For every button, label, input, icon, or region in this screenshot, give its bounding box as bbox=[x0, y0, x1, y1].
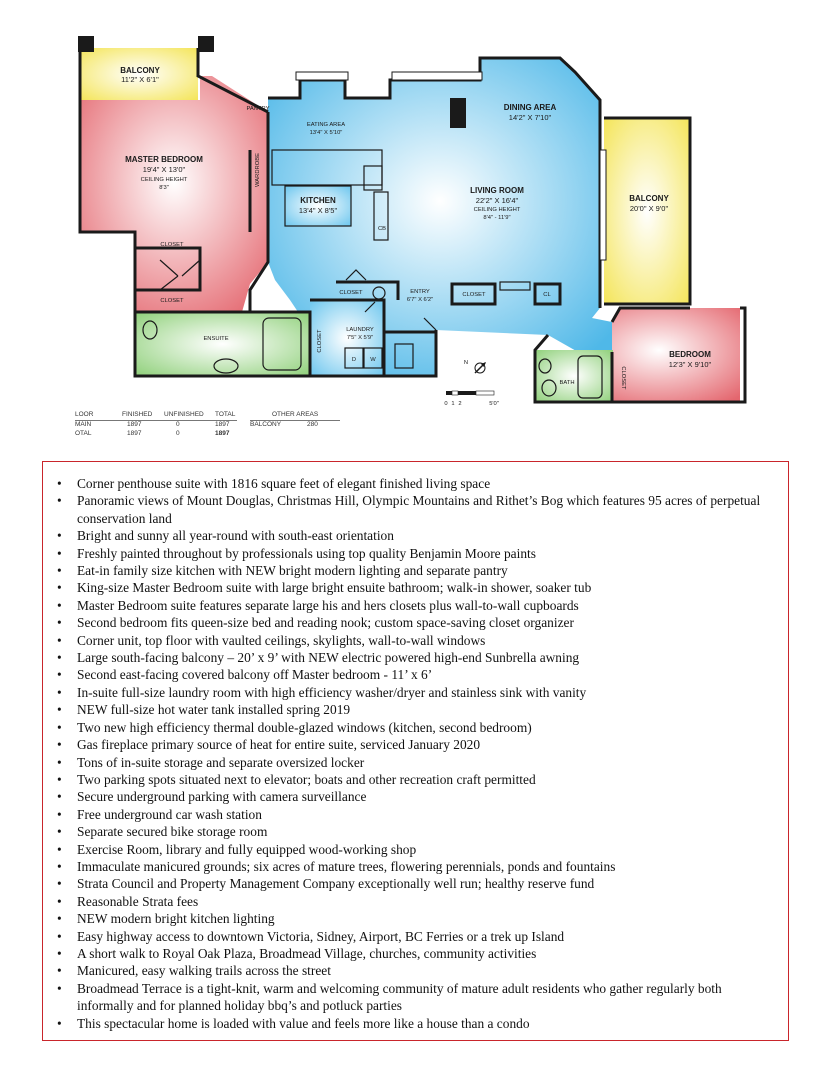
north-label: N bbox=[463, 360, 469, 366]
feature-item: • Large south-facing balcony – 20’ x 9’ with NEW electric powered high-end Sunbrella awning bbox=[53, 649, 778, 666]
feature-item: • Separate secured bike storage room bbox=[53, 823, 778, 840]
feature-item: • This spectacular home is loaded with value and feels more like a house than a condo bbox=[53, 1015, 778, 1032]
eating-area-dims: 13'4" X 5'10" bbox=[309, 130, 343, 136]
master-bedroom-label: MASTER BEDROOM bbox=[125, 155, 203, 164]
dryer-label: D bbox=[351, 357, 357, 363]
other-area-name: BALCONY bbox=[250, 421, 282, 428]
feature-item: • Bright and sunny all year-round with south-east orientation bbox=[53, 527, 778, 544]
eating-area-label: EATING AREA bbox=[306, 122, 346, 128]
feature-item: • Corner penthouse suite with 1816 square feet of elegant finished living space bbox=[53, 475, 778, 492]
area-header-unfinished: UNFINISHED bbox=[164, 411, 204, 418]
ensuite-label: ENSUITE bbox=[203, 336, 229, 342]
living-room-dims: 22'2" X 16'4" bbox=[475, 196, 519, 205]
area-cell: OTAL bbox=[75, 430, 92, 437]
feature-item: • Master Bedroom suite features separate large his and hers closets plus wall-to-wall cupboards bbox=[53, 597, 778, 614]
feature-item: • Manicured, easy walking trails across the street bbox=[53, 962, 778, 979]
scale-label-1: 1 bbox=[451, 401, 455, 407]
ensuite-area bbox=[135, 312, 310, 376]
feature-item: • Second east-facing covered balcony off Master bedroom - 11’ x 6’ bbox=[53, 666, 778, 683]
master-bedroom-ceiling-label: CEILING HEIGHT bbox=[140, 177, 188, 183]
cl-label: CL bbox=[543, 292, 551, 298]
other-areas-table bbox=[250, 411, 340, 430]
area-cell: MAIN bbox=[75, 421, 92, 428]
closet-6-label: CLOSET bbox=[620, 366, 626, 390]
area-header-finished: FINISHED bbox=[122, 411, 153, 418]
feature-item: • Freshly painted throughout by professionals using top quality Benjamin Moore paints bbox=[53, 545, 778, 562]
balcony-ne-label: BALCONY bbox=[120, 66, 160, 75]
feature-item: • Panoramic views of Mount Douglas, Christmas Hill, Olympic Mountains and Rithet’s Bog which features 95 acres of perpetual conservation land bbox=[53, 492, 778, 527]
laundry-dims: 7'5" X 5'9" bbox=[346, 335, 374, 341]
feature-item: • Easy highway access to downtown Victoria, Sidney, Airport, BC Ferries or a trek up Island bbox=[53, 928, 778, 945]
feature-item: • NEW full-size hot water tank installed spring 2019 bbox=[53, 701, 778, 718]
balcony-s-label: BALCONY bbox=[629, 194, 669, 203]
other-area-row bbox=[250, 421, 340, 430]
feature-item: • King-size Master Bedroom suite with large bright ensuite bathroom; walk-in shower, soaker tub bbox=[53, 579, 778, 596]
scale-label-0: 0 bbox=[444, 401, 448, 407]
closet-2-label: CLOSET bbox=[160, 298, 184, 304]
area-cell: 0 bbox=[176, 421, 180, 428]
bedroom-dims: 12'3" X 9'10" bbox=[668, 360, 712, 369]
laundry-label: LAUNDRY bbox=[346, 327, 374, 333]
master-bedroom-area bbox=[80, 76, 268, 312]
area-row-main bbox=[75, 421, 237, 430]
feature-item: • Corner unit, top floor with vaulted ceilings, skylights, wall-to-wall windows bbox=[53, 632, 778, 649]
feature-item: • Eat-in family size kitchen with NEW bright modern lighting and separate pantry bbox=[53, 562, 778, 579]
closet-3-label: CLOSET bbox=[317, 329, 323, 353]
dining-area-dims: 14'2" X 7'10" bbox=[508, 113, 552, 122]
area-header-floor: LOOR bbox=[75, 411, 94, 418]
area-cell: 1897 bbox=[127, 421, 142, 428]
feature-item: • NEW modern bright kitchen lighting bbox=[53, 910, 778, 927]
feature-item: • Tons of in-suite storage and separate oversized locker bbox=[53, 754, 778, 771]
area-cell: 1897 bbox=[215, 430, 230, 437]
other-areas-header: OTHER AREAS bbox=[272, 411, 319, 418]
feature-item: • Gas fireplace primary source of heat for entire suite, serviced January 2020 bbox=[53, 736, 778, 753]
dining-area-label: DINING AREA bbox=[503, 103, 557, 112]
north-arrow-icon bbox=[464, 360, 486, 373]
cb-label: CB bbox=[377, 226, 387, 232]
area-table bbox=[75, 411, 237, 439]
kitchen-dims: 13'4" X 8'5" bbox=[298, 206, 338, 215]
pantry-label: PANTRY bbox=[246, 106, 270, 112]
other-area-value: 280 bbox=[307, 421, 318, 428]
bedroom-label: BEDROOM bbox=[669, 350, 711, 359]
features-box bbox=[42, 461, 789, 1041]
wardrobe-label: WARDROBE bbox=[255, 153, 261, 187]
living-room-ceiling-label: CEILING HEIGHT bbox=[473, 207, 521, 213]
living-room-ceiling-value: 8'4" - 11'9" bbox=[483, 215, 511, 221]
entry-dims: 6'7" X 6'2" bbox=[406, 297, 434, 303]
area-cell: 1897 bbox=[215, 421, 230, 428]
kitchen-label: KITCHEN bbox=[300, 196, 336, 205]
feature-item: • In-suite full-size laundry room with high efficiency washer/dryer and stainless sink with vanity bbox=[53, 684, 778, 701]
balcony-s-dims: 20'0" X 9'0" bbox=[629, 204, 669, 213]
scale-label-5ft: 5'0" bbox=[489, 401, 499, 407]
feature-item: • Strata Council and Property Management Company exceptionally well run; healthy reserve fund bbox=[53, 875, 778, 892]
feature-item: • Immaculate manicured grounds; six acres of mature trees, flowering perennials, ponds and fountains bbox=[53, 858, 778, 875]
area-header-total: TOTAL bbox=[215, 411, 236, 418]
closet-5-label: CLOSET bbox=[462, 292, 486, 298]
scale-bar bbox=[444, 391, 498, 407]
feature-list bbox=[53, 475, 778, 1032]
area-cell: 1897 bbox=[127, 430, 142, 437]
feature-item: • A short walk to Royal Oak Plaza, Broadmead Village, churches, community activities bbox=[53, 945, 778, 962]
master-bedroom-dims: 19'4" X 13'0" bbox=[142, 165, 186, 174]
feature-item: • Broadmead Terrace is a tight-knit, warm and welcoming community of mature adult residents who gather regularly both informally and for planned holiday bbq’s and potluck parties bbox=[53, 980, 778, 1015]
feature-item: • Free underground car wash station bbox=[53, 806, 778, 823]
master-bedroom-ceiling-value: 8'3" bbox=[159, 185, 169, 191]
washer-label: W bbox=[370, 357, 376, 363]
feature-item: • Two new high efficiency thermal double-glazed windows (kitchen, second bedroom) bbox=[53, 719, 778, 736]
floor-plan bbox=[0, 0, 835, 450]
balcony-ne-dims: 11'2" X 6'1" bbox=[121, 75, 159, 84]
feature-item: • Exercise Room, library and fully equipped wood-working shop bbox=[53, 841, 778, 858]
feature-item: • Secure underground parking with camera surveillance bbox=[53, 788, 778, 805]
feature-item: • Reasonable Strata fees bbox=[53, 893, 778, 910]
closet-1-label: CLOSET bbox=[160, 242, 184, 248]
entry-label: ENTRY bbox=[410, 289, 430, 295]
area-cell: 0 bbox=[176, 430, 180, 437]
bath-label: BATH bbox=[559, 380, 575, 386]
closet-4-label: CLOSET bbox=[339, 290, 363, 296]
feature-item: • Second bedroom fits queen-size bed and reading nook; custom space-saving closet organizer bbox=[53, 614, 778, 631]
feature-item: • Two parking spots situated next to elevator; boats and other recreation craft permitted bbox=[53, 771, 778, 788]
scale-label-2: 2 bbox=[458, 401, 462, 407]
area-row-total bbox=[75, 430, 237, 439]
living-room-label: LIVING ROOM bbox=[470, 186, 524, 195]
